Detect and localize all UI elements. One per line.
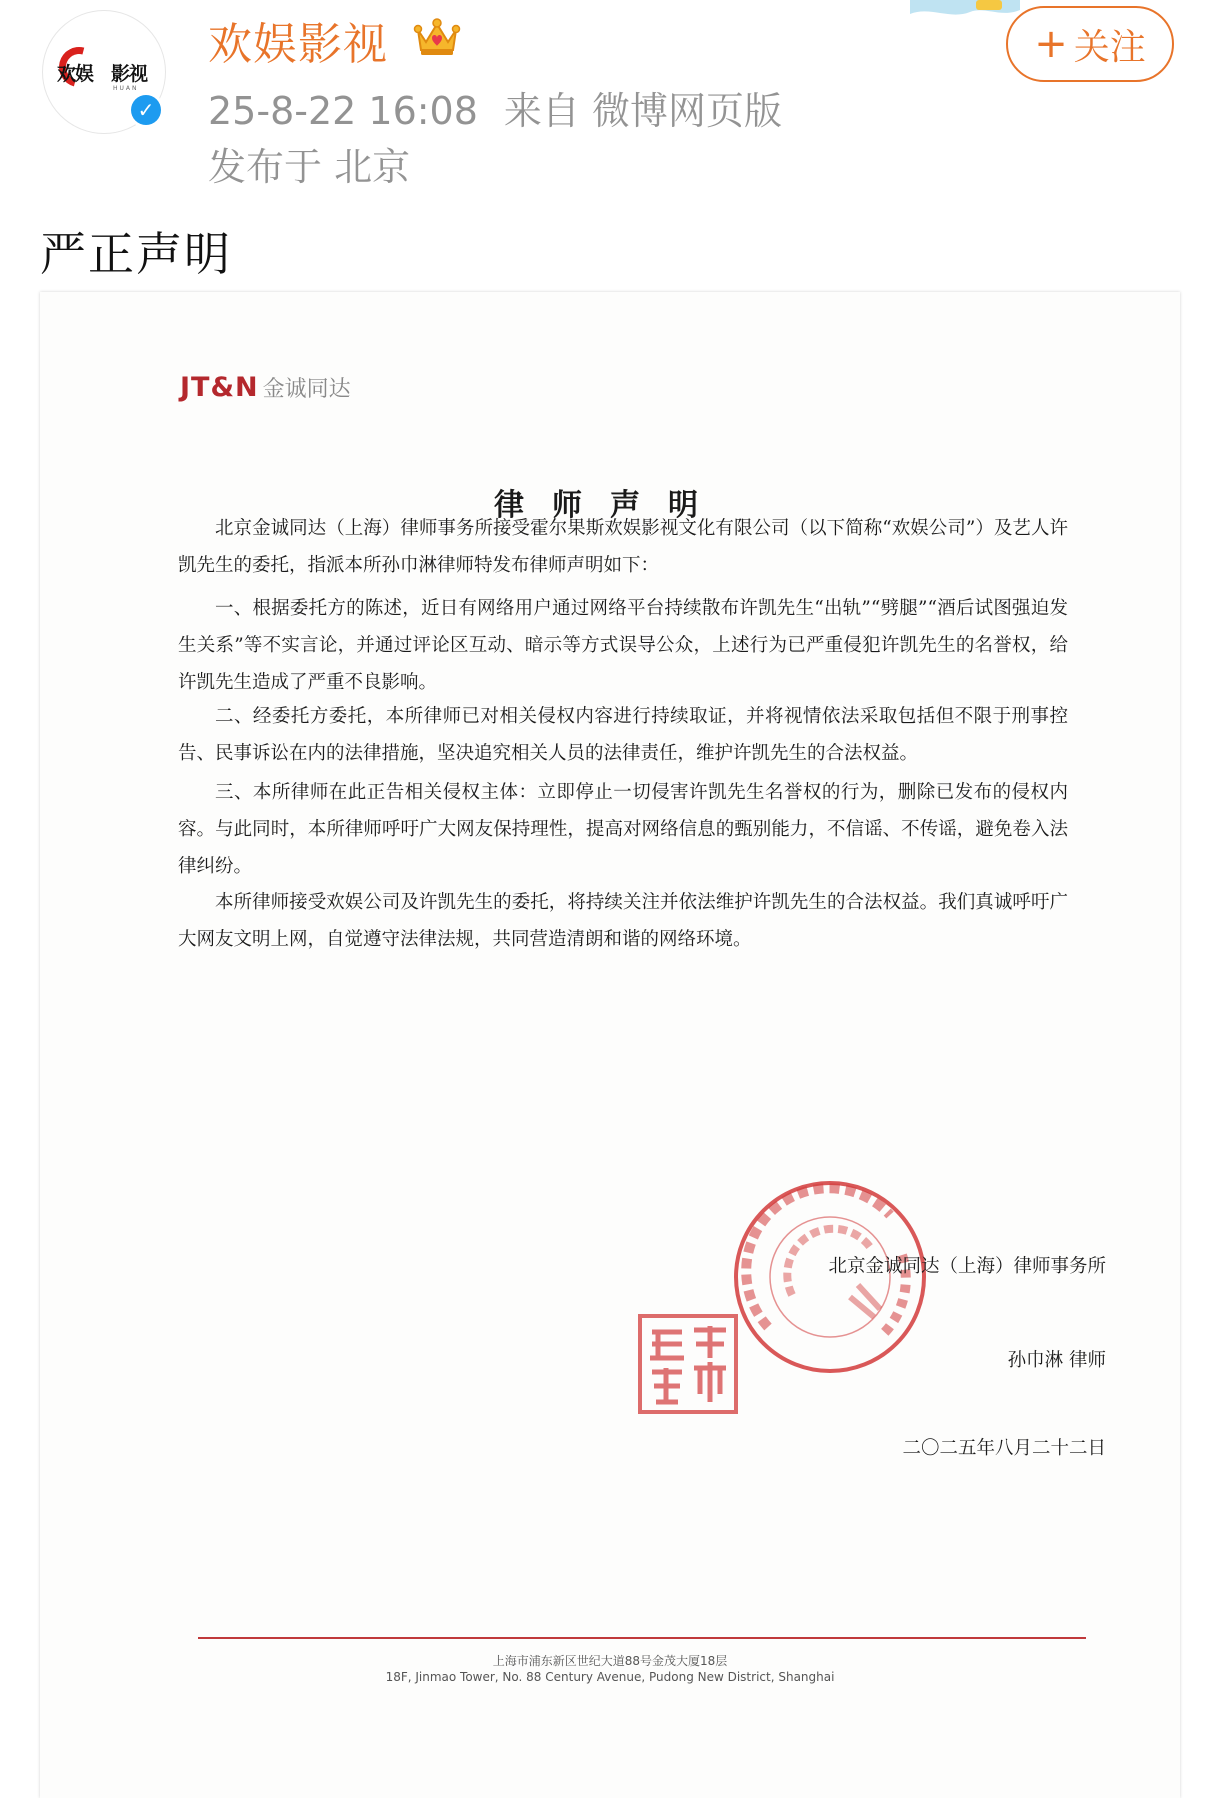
- post-source: 来自 微博网页版: [503, 89, 782, 133]
- avatar-logo-text-1: 欢娱: [57, 63, 94, 85]
- paragraph-2: 二、经委托方委托，本所律师已对相关侵权内容进行持续取证，并将视情依法采取包括但不限于刑事控告、民事诉讼在内的法律措施，坚决追究相关人员的法律责任，维护许凯先生的合法权益。: [178, 706, 1068, 764]
- signature-date: 二〇二五年八月二十二日: [902, 1438, 1106, 1459]
- crown-icon: [412, 14, 462, 58]
- avatar-logo-subtext: HUAN: [113, 85, 139, 92]
- document-title: 律师声明: [494, 488, 726, 523]
- plus-icon: +: [1034, 21, 1068, 67]
- post-meta: [208, 80, 782, 135]
- signature-lawyer: 孙巾淋 律师: [1007, 1350, 1106, 1371]
- paragraph-closing: 本所律师接受欢娱公司及许凯先生的委托，将持续关注并依法维护许凯先生的合法权益。我们真诚呼吁广大网友文明上网，自觉遵守法律法规，共同营造清朗和谐的网络环境。: [178, 892, 1068, 950]
- signature-firm: 北京金诚同达（上海）律师事务所: [828, 1256, 1106, 1277]
- firm-logo: [180, 372, 351, 402]
- paragraph-intro: 北京金诚同达（上海）律师事务所接受霍尔果斯欢娱影视文化有限公司（以下简称“欢娱公司”）及艺人许凯先生的委托，指派本所孙巾淋律师特发布律师声明如下：: [178, 518, 1068, 576]
- lawyer-stamp: [636, 1312, 740, 1416]
- follow-button[interactable]: [1006, 6, 1174, 82]
- paragraph-3: 三、本所律师在此正告相关侵权主体：立即停止一切侵害许凯先生名誉权的行为，删除已发布的侵权内容。与此同时，本所律师呼吁广大网友保持理性，提高对网络信息的甄别能力，不信谣、不传谣，避免卷入法律纠纷。: [178, 782, 1068, 877]
- avatar-logo-text-2: 影视: [111, 63, 148, 85]
- firm-logo-cn: 金诚同达: [262, 377, 351, 402]
- footer-address-cn: 上海市浦东新区世纪大道88号金茂大厦18层: [492, 1654, 728, 1668]
- follow-label: 关注: [1073, 26, 1146, 68]
- sticker-decoration: [910, 0, 1020, 26]
- paragraph-1: 一、根据委托方的陈述，近日有网络用户通过网络平台持续散布许凯先生“出轨”“劈腿”“酒后试图强迫发生关系”等不实言论，并通过评论区互动、暗示等方式误导公众，上述行为已严重侵犯许凯先生的名誉权，给许凯先生造成了严重不良影响。: [178, 598, 1068, 693]
- account-name[interactable]: 欢娱影视: [208, 19, 388, 70]
- firm-logo-mark: JT&N: [180, 372, 259, 403]
- post-time[interactable]: 25-8-22 16:08: [208, 89, 478, 133]
- footer-divider: [198, 1637, 1086, 1639]
- statement-image[interactable]: [40, 292, 1180, 1798]
- post-location: 发布于 北京: [208, 145, 411, 189]
- footer-address-en: 18F, Jinmao Tower, No. 88 Century Avenue, Pudong New District, Shanghai: [385, 1670, 835, 1684]
- post-title: 严正声明: [40, 227, 232, 281]
- verified-badge-icon: ✓: [128, 92, 164, 128]
